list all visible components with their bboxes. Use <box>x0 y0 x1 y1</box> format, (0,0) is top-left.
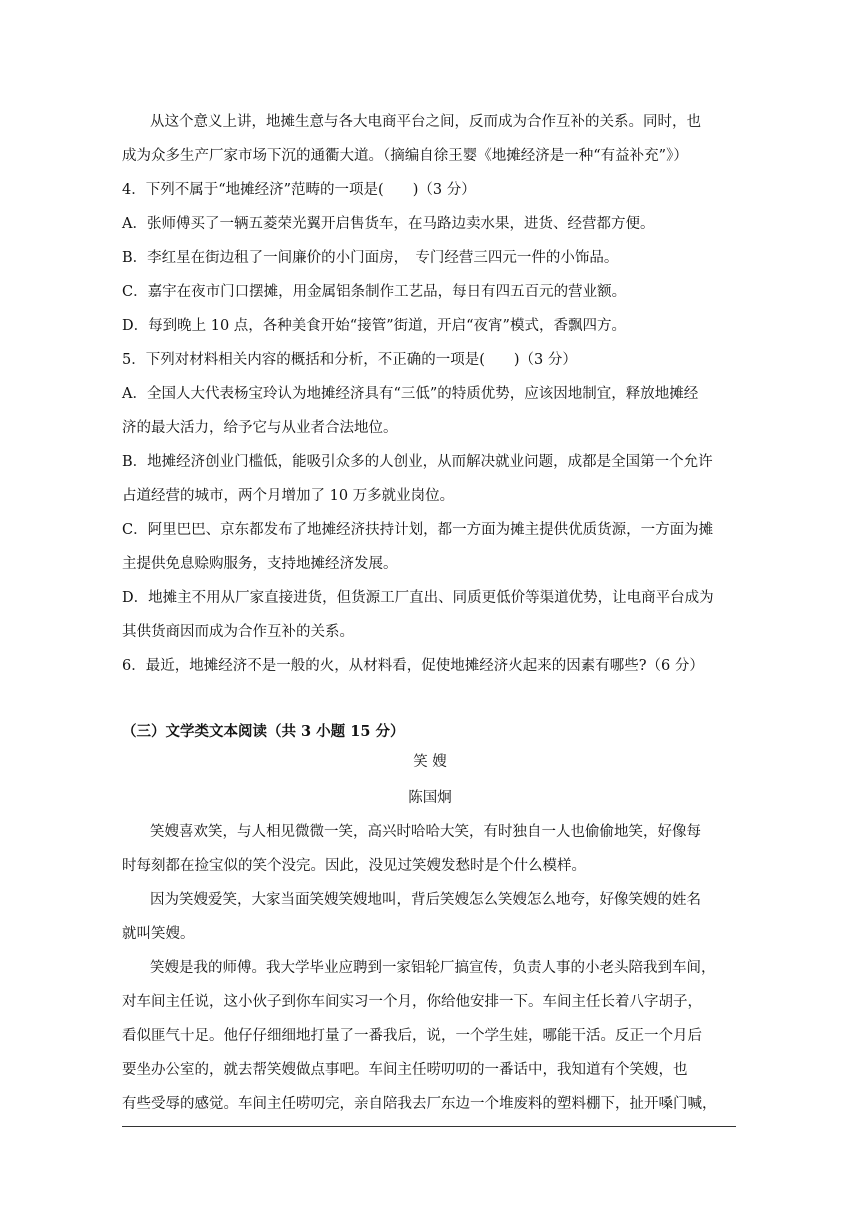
question-4-stem: 4．下列不属于“地摊经济”范畴的一项是( )（3 分） <box>122 182 476 198</box>
question-6: 6．最近，地摊经济不是一般的火，从材料看，促使地摊经济火起来的因素有哪些?（6 分） <box>122 658 704 674</box>
question-5-stem: 5．下列对材料相关内容的概括和分析，不正确的一项是( )（3 分） <box>122 352 577 368</box>
footer-divider <box>122 1126 736 1127</box>
question-5-option-c: C．阿里巴巴、京东都发布了地摊经济扶持计划，都一方面为摊主提供优质货源，一方面为摊 <box>122 522 714 538</box>
story-line: 笑嫂喜欢笑，与人相见微微一笑，高兴时哈哈大笑，有时独自一人也偷偷地笑，好像每 <box>150 824 701 840</box>
section-heading: （三）文学类文本阅读（共 3 小题 15 分） <box>122 723 405 740</box>
question-5-option-b-cont: 占道经营的城市，两个月增加了 10 万多就业岗位。 <box>122 488 455 504</box>
question-5-option-a: A．全国人大代表杨宝玲认为地摊经济具有“三低”的特质优势，应该因地制宜，释放地摊经 <box>122 386 699 402</box>
paragraph-line: 成为众多生产厂家市场下沉的通衢大道。（摘编自徐王婴《地摊经济是一种“有益补充”》） <box>122 148 688 164</box>
story-line: 有些受辱的感觉。车间主任唠叨完，亲自陪我去厂东边一个堆废料的塑料棚下，扯开嗓门喊， <box>122 1096 717 1112</box>
story-line: 对车间主任说，这小伙子到你车间实习一个月，你给他安排一下。车间主任长着八字胡子， <box>122 994 702 1010</box>
question-5-option-b: B．地摊经济创业门槛低，能吸引众多的人创业，从而解决就业问题，成都是全国第一个允许 <box>122 454 713 470</box>
question-5-option-a-cont: 济的最大活力，给予它与从业者合法地位。 <box>122 420 398 436</box>
story-line: 时每刻都在捡宝似的笑个没完。因此，没见过笑嫂发愁时是个什么模样。 <box>122 858 586 874</box>
question-4-option-a: A．张师傅买了一辆五菱荣光翼开启售货车，在马路边卖水果，进货、经营都方便。 <box>122 216 655 232</box>
story-line: 就叫笑嫂。 <box>122 926 195 942</box>
question-4-option-c: C．嘉宇在夜市门口摆摊，用金属铝条制作工艺品，每日有四五百元的营业额。 <box>122 284 627 300</box>
story-line: 要坐办公室的，就去帮笑嫂做点事吧。车间主任唠叨叨的一番话中，我知道有个笑嫂，也 <box>122 1062 688 1078</box>
paragraph-line: 从这个意义上讲，地摊生意与各大电商平台之间，反而成为合作互补的关系。同时，也 <box>150 114 701 130</box>
story-author: 陈国炯 <box>408 790 452 806</box>
story-title: 笑 嫂 <box>413 754 447 770</box>
question-4-option-b: B．李红星在街边租了一间廉价的小门面房， 专门经营三四元一件的小饰品。 <box>122 250 619 266</box>
question-4-option-d: D．每到晚上 10 点，各种美食开始“接管”街道，开启“夜宵”模式，香飘四方。 <box>122 318 626 334</box>
question-5-option-d-cont: 其供货商因而成为合作互补的关系。 <box>122 624 354 640</box>
question-5-option-d: D．地摊主不用从厂家直接进货，但货源工厂直出、同质更低价等渠道优势，让电商平台成为 <box>122 590 714 606</box>
story-line: 看似匪气十足。他仔仔细细地打量了一番我后，说，一个学生娃，哪能干活。反正一个月后 <box>122 1028 702 1044</box>
story-line: 因为笑嫂爱笑，大家当面笑嫂笑嫂地叫，背后笑嫂怎么笑嫂怎么地夸，好像笑嫂的姓名 <box>150 892 701 908</box>
question-5-option-c-cont: 主提供免息赊购服务，支持地摊经济发展。 <box>122 556 398 572</box>
story-line: 笑嫂是我的师傅。我大学毕业应聘到一家铝轮厂搞宣传，负责人事的小老头陪我到车间， <box>150 960 716 976</box>
